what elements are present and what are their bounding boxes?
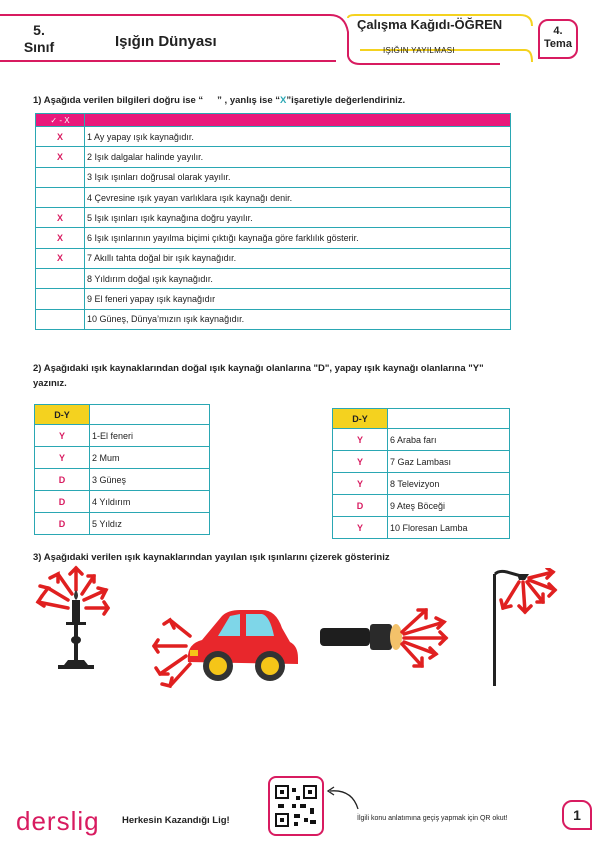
q1-answer[interactable] [36, 289, 85, 309]
street-lamp-illustration [485, 568, 585, 688]
q2-row [333, 517, 510, 539]
q1-answer[interactable] [36, 309, 85, 329]
q2-row [35, 425, 210, 447]
q2-answer[interactable]: D [333, 495, 388, 517]
q2-row [333, 473, 510, 495]
q1-row [36, 167, 511, 187]
q1-row [36, 289, 511, 309]
q2-source: 10 Floresan Lamba [388, 517, 510, 539]
q1-statement: 2 Işık dalgalar halinde yayılır. [85, 147, 511, 167]
q1-statement: 8 Yıldırım doğal ışık kaynağıdır. [85, 269, 511, 289]
q2-row [333, 429, 510, 451]
q2-left-header-row [35, 405, 210, 425]
page-title: Işığın Dünyası [115, 33, 217, 50]
q2-left-table [34, 404, 210, 535]
q2-answer[interactable]: D [35, 469, 90, 491]
q1-row [36, 269, 511, 289]
q2-answer[interactable]: Y [333, 473, 388, 495]
q2-source: 2 Mum [90, 447, 210, 469]
q1-answer[interactable]: X [36, 248, 85, 268]
q1-answer[interactable] [36, 187, 85, 207]
q2-source: 6 Araba farı [388, 429, 510, 451]
q2-answer[interactable]: D [35, 513, 90, 535]
q1-header-mark: ✓ - X [36, 114, 85, 127]
header-top-line [0, 14, 330, 16]
q2-row [35, 491, 210, 513]
worksheet-title: Çalışma Kağıdı-ÖĞREN [357, 17, 503, 32]
q1-statement: 6 Işık ışınlarının yayılma biçimi çıktığı kaynağa göre farklılık gösterir. [85, 228, 511, 248]
q1-answer[interactable]: X [36, 147, 85, 167]
grade-number: 5. [33, 22, 45, 38]
q1-header-blank [85, 114, 511, 127]
footer-slogan: Herkesin Kazandığı Lig! [122, 815, 230, 826]
qr-arrow [322, 783, 362, 813]
grade-label [14, 22, 64, 56]
q1-row [36, 208, 511, 228]
brand-logo: derslig [16, 806, 100, 836]
q1-answer[interactable]: X [36, 127, 85, 147]
q2-row [333, 495, 510, 517]
q2-source: 9 Ateş Böceği [388, 495, 510, 517]
candle-illustration [28, 560, 128, 685]
q2-source: 5 Yıldız [90, 513, 210, 535]
q1-statement: 9 El feneri yapay ışık kaynağıdır [85, 289, 511, 309]
q2-answer[interactable]: Y [35, 447, 90, 469]
q1-answer[interactable]: X [36, 208, 85, 228]
q2-source: 3 Güneş [90, 469, 210, 491]
q1-row [36, 127, 511, 147]
flashlight-illustration [318, 598, 468, 673]
q1-prompt: 1) Aşağıda verilen bilgileri doğru ise “ ” , yanlış ise “X”işaretiyle değerlendiriniz. [33, 95, 406, 106]
q1-statement: 4 Çevresine ışık yayan varlıklara ışık kaynağı denir. [85, 187, 511, 207]
q2-source: 4 Yıldırım [90, 491, 210, 513]
q2-left-header: D-Y [35, 405, 90, 425]
header-bottom-line [0, 60, 336, 62]
q2-prompt: 2) Aşağıdaki ışık kaynaklarından doğal ışık kaynağı olanlarına "D", yapay ışık kaynağı olanlarına "Y" yazınız. [33, 363, 484, 389]
q1-statement: 7 Akıllı tahta doğal bir ışık kaynağıdır. [85, 248, 511, 268]
q2-right-header-row [333, 409, 510, 429]
q2-right-table [332, 408, 510, 539]
q2-answer[interactable]: Y [35, 425, 90, 447]
q2-source: 7 Gaz Lambası [388, 451, 510, 473]
tema-label: Tema [544, 38, 572, 50]
q1-table [35, 113, 511, 330]
tema-badge [538, 19, 578, 59]
q1-answer[interactable] [36, 269, 85, 289]
q2-answer[interactable]: Y [333, 451, 388, 473]
q1-row [36, 147, 511, 167]
q2-answer[interactable]: Y [333, 429, 388, 451]
q1-row [36, 187, 511, 207]
q2-source: 8 Televizyon [388, 473, 510, 495]
qr-note: İlgili konu anlatımına geçiş yapmak için QR okut! [357, 815, 508, 822]
car-illustration [140, 598, 305, 693]
q1-answer[interactable] [36, 167, 85, 187]
q2-right-header: D-Y [333, 409, 388, 429]
q2-row [35, 513, 210, 535]
q2-row [333, 451, 510, 473]
q2-answer[interactable]: D [35, 491, 90, 513]
q2-row [35, 447, 210, 469]
qr-code[interactable] [268, 776, 324, 836]
page-number: 1 [562, 800, 592, 830]
q1-statement: 1 Ay yapay ışık kaynağıdır. [85, 127, 511, 147]
q1-answer[interactable]: X [36, 228, 85, 248]
q1-statement: 10 Güneş, Dünya’mızın ışık kaynağıdır. [85, 309, 511, 329]
q1-row [36, 248, 511, 268]
q2-source: 1-El feneri [90, 425, 210, 447]
q3-prompt: 3) Aşağıdaki verilen ışık kaynaklarından yayılan ışık ışınlarını çizerek gösteriniz [33, 552, 390, 563]
q2-row [35, 469, 210, 491]
worksheet-subtitle: IŞIĞIN YAYILMASI [383, 46, 455, 55]
q1-statement: 5 Işık ışınları ışık kaynağına doğru yayılır. [85, 208, 511, 228]
q1-row [36, 309, 511, 329]
tema-number: 4. [553, 25, 563, 37]
q1-statement: 3 Işık ışınları doğrusal olarak yayılır. [85, 167, 511, 187]
q2-answer[interactable]: Y [333, 517, 388, 539]
q1-row [36, 228, 511, 248]
q1-header-row [36, 114, 511, 127]
qr-pattern [270, 778, 322, 834]
grade-unit: Sınıf [23, 39, 55, 55]
